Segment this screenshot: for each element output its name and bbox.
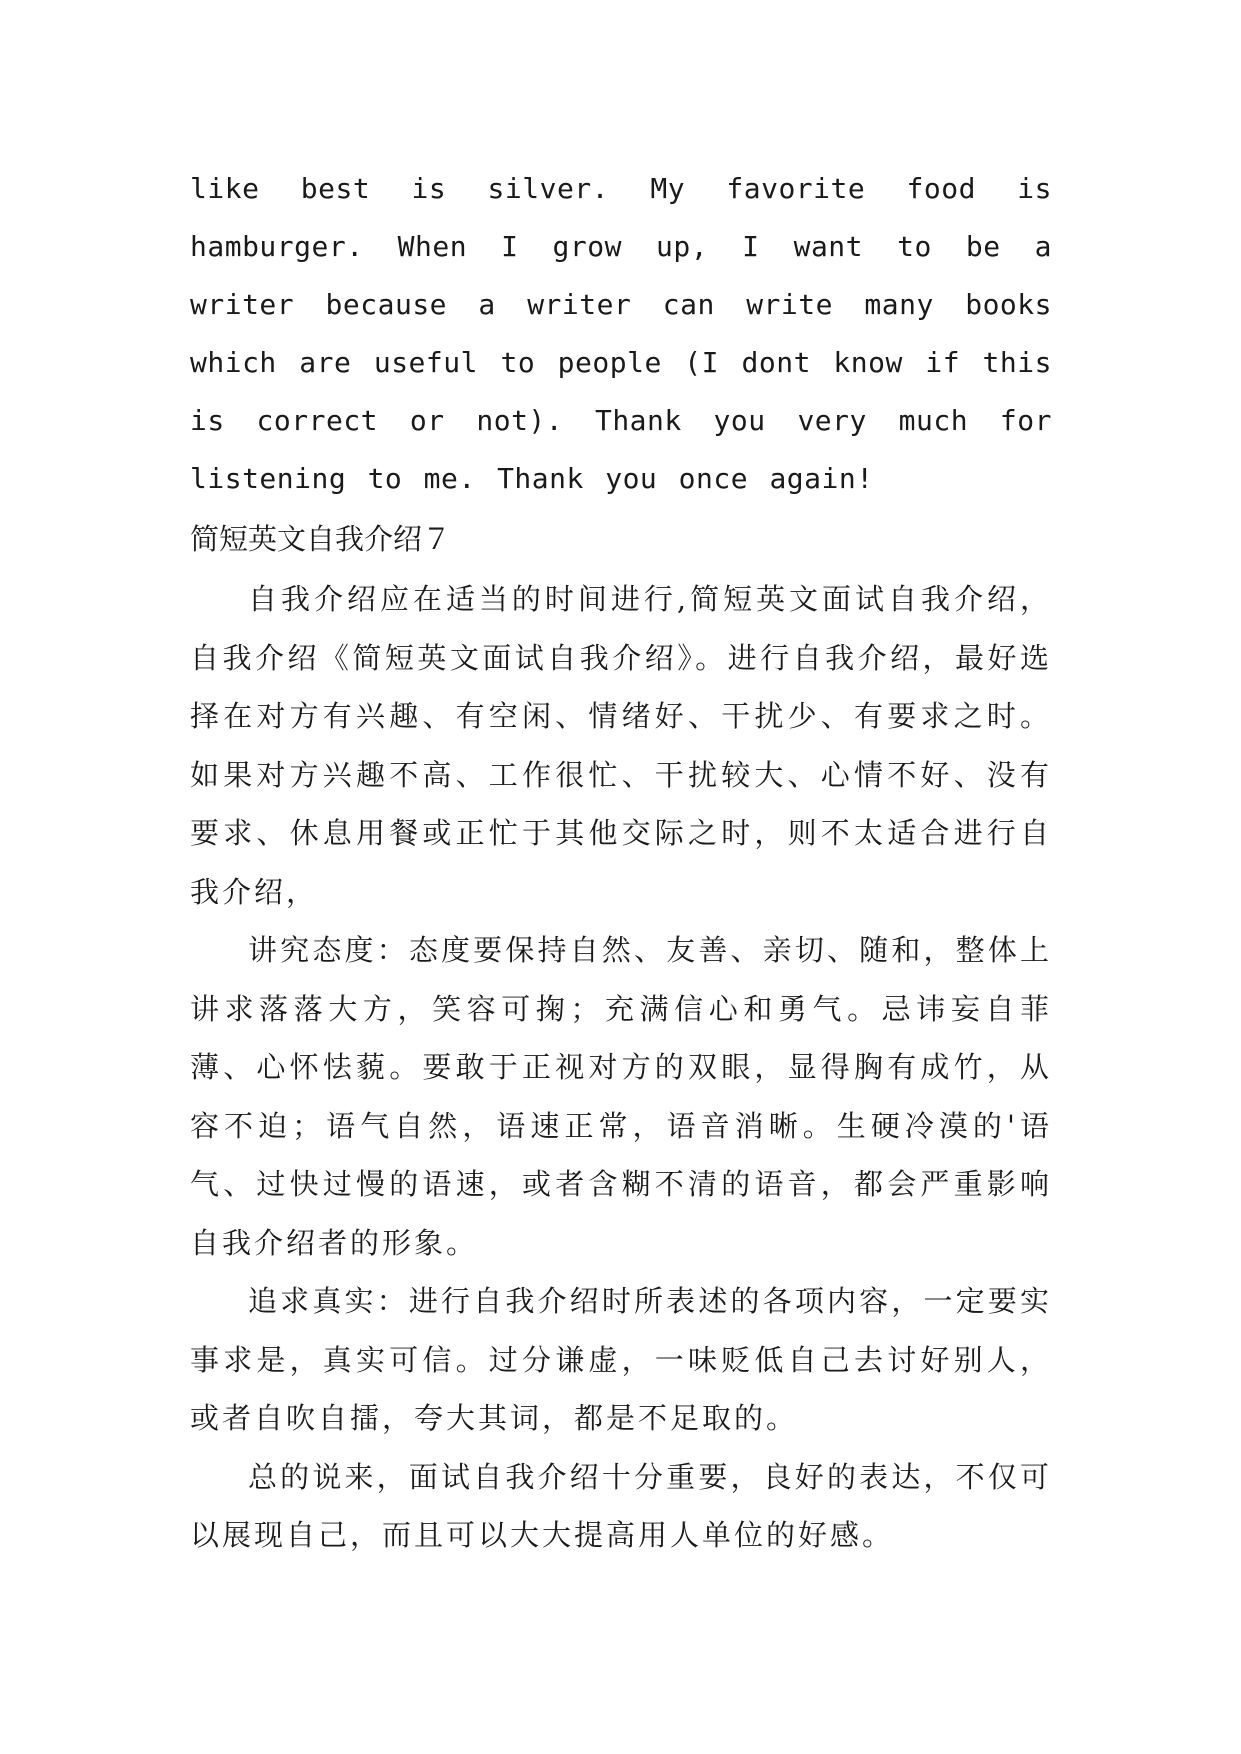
english-paragraph: like best is silver. My favorite food is hamburger. When I grow up, I want to be a writer because a writer can write many books which are useful to people (I dont know if this is correct or not). Thank you very much for listening to me. Thank you once again! xyxy=(190,172,1052,495)
document-body xyxy=(190,160,1052,1565)
paragraph-attitude: 讲究态度：态度要保持自然、友善、亲切、随和，整体上讲求落落大方，笑容可掬；充满信心和勇气。忌讳妄自菲薄、心怀怯藐。要敢于正视对方的双眼，显得胸有成竹，从容不迫；语气自然，语速正常，语音消晰。生硬冷漠的'语气、过快过慢的语速，或者含糊不清的语音，都会严重影响自我介绍者的形象。 xyxy=(190,933,1052,1260)
paragraph-summary: 总的说来，面试自我介绍十分重要，良好的表达，不仅可以展现自己，而且可以大大提高用人单位的好感。 xyxy=(190,1459,1052,1552)
section-heading: 简短英文自我介绍７ xyxy=(190,522,452,556)
paragraph-timing: 自我介绍应在适当的时间进行,简短英文面试自我介绍，自我介绍《简短英文面试自我介绍》。进行自我介绍，最好选择在对方有兴趣、有空闲、情绪好、干扰少、有要求之时。如果对方兴趣不高、工作很忙、干扰较大、心情不好、没有要求、休息用餐或正忙于其他交际之时，则不太适合进行自我介绍， xyxy=(190,582,1052,909)
paragraph-truthfulness: 追求真实：进行自我介绍时所表述的各项内容，一定要实事求是，真实可信。过分谦虚，一味贬低自己去讨好别人，或者自吹自擂，夸大其词，都是不足取的。 xyxy=(190,1284,1052,1435)
